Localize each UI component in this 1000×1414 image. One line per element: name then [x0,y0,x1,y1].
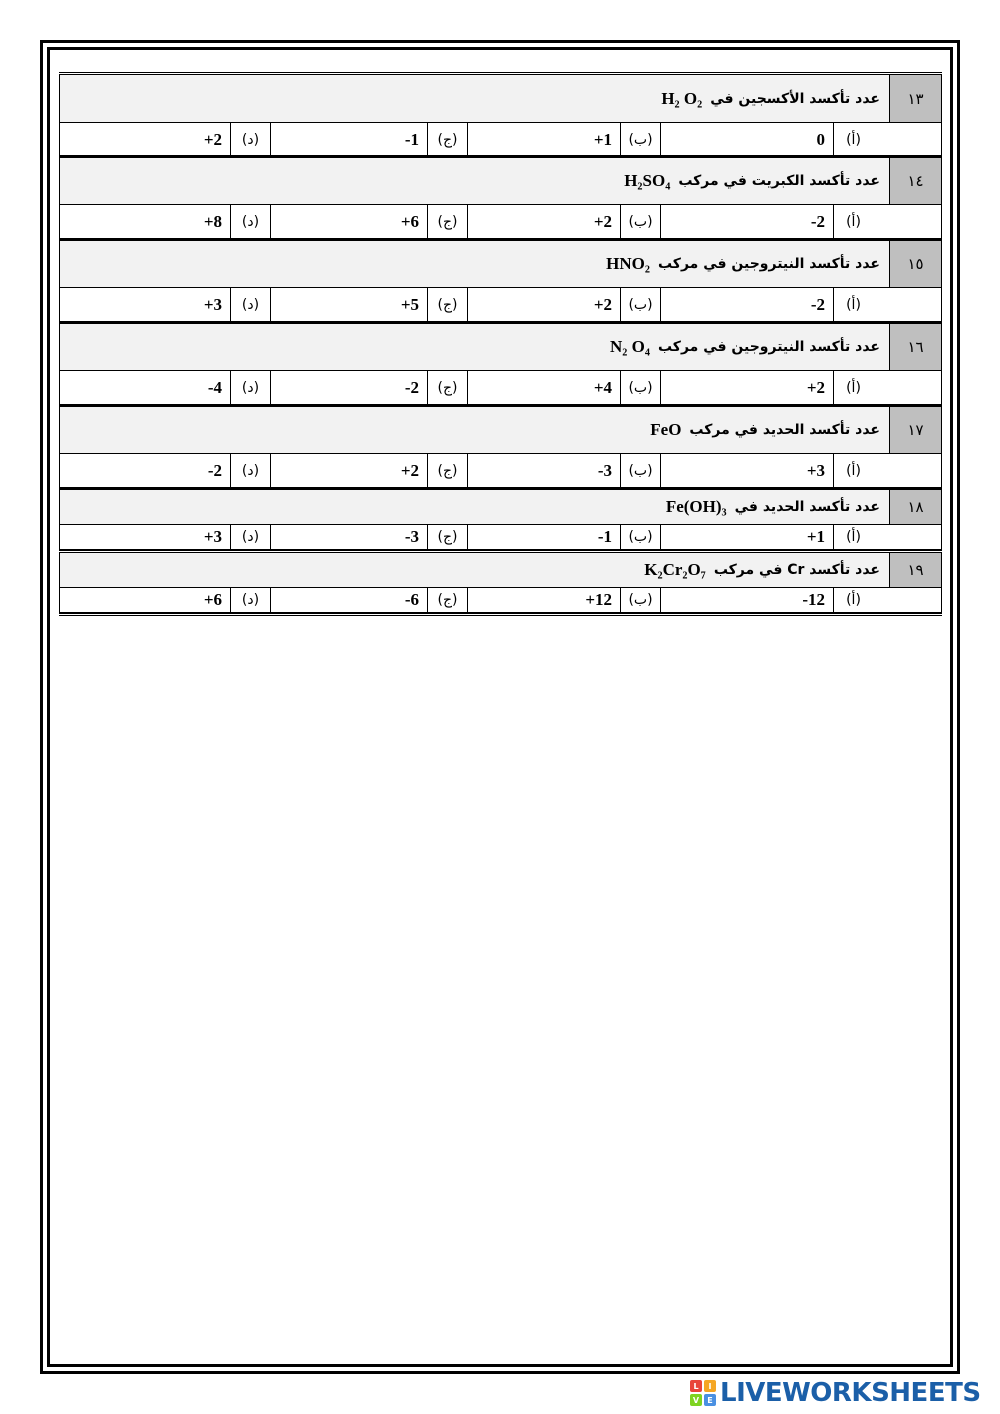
option-b-value[interactable]: +4 [467,371,620,404]
option-a-value[interactable]: +3 [660,454,833,487]
chemical-formula: Fe(OH)₃ [665,497,727,516]
question-label: عدد تأكسد النيتروجين في مركب [657,256,880,272]
option-b-label: (ب) [620,371,660,404]
question-number: ١٣ [889,75,941,122]
question-label: عدد تأكسد النيتروجين في مركب [657,339,880,355]
option-c-value[interactable]: -1 [270,123,427,156]
option-d-value[interactable]: +3 [203,527,222,546]
question-label: عدد تأكسد Cr في مركب [713,562,880,578]
option-b-label: (ب) [620,123,660,156]
question-text [60,553,889,587]
option-c-value[interactable]: -3 [270,525,427,549]
option-a-label: (أ) [833,205,873,238]
logo-squares-icon [690,1380,716,1406]
question-label: عدد تأكسد الحديد في مركب [689,422,880,438]
option-a-value[interactable]: 0 [660,123,833,156]
option-c-value[interactable]: -2 [270,371,427,404]
option-c-label: (ج) [427,525,467,549]
option-a-value[interactable]: +2 [660,371,833,404]
option-a-label: (أ) [833,371,873,404]
option-c-label: (ج) [427,588,467,612]
option-c-label: (ج) [427,454,467,487]
chemical-formula: K₂Cr₂O₇ [644,560,706,579]
question-text [60,324,889,370]
option-d-label: (د) [230,454,270,487]
option-a-label: (أ) [833,525,873,549]
answer-row [59,453,942,489]
question-block-19 [59,550,942,614]
option-b-value[interactable]: +2 [467,205,620,238]
option-b-value[interactable]: -1 [467,525,620,549]
chemical-formula: N₂ O₄ [610,337,650,356]
answer-row [59,524,942,551]
option-a-value[interactable]: -12 [660,588,833,612]
option-b-value[interactable]: -3 [467,454,620,487]
question-block-15 [59,238,942,323]
question-label: عدد تأكسد الكبريت في مركب [678,173,880,189]
option-d-value[interactable]: +8 [203,211,222,231]
question-text [60,407,889,453]
answer-spacer [873,525,925,549]
answer-spacer [873,205,925,238]
option-c-value[interactable]: +6 [270,205,427,238]
logo-square-e: E [704,1394,716,1406]
answer-row [59,370,942,406]
answer-spacer [873,288,925,321]
option-b-label: (ب) [620,454,660,487]
option-d-value[interactable]: -2 [207,460,222,480]
chemical-formula: H₂ O₂ [661,88,703,108]
logo-text: LIVEWORKSHEETS [720,1378,981,1408]
option-b-value[interactable]: +1 [467,123,620,156]
question-row [59,158,942,204]
option-d-label: (د) [230,123,270,156]
option-d-value[interactable]: +2 [203,129,222,149]
question-block-13 [59,72,942,158]
option-d-value[interactable]: -4 [207,377,222,397]
option-d-label: (د) [230,525,270,549]
answer-spacer [873,123,925,156]
answer-row [59,587,942,614]
answer-spacer [873,588,925,612]
option-b-label: (ب) [620,205,660,238]
chemical-formula: HNO₂ [606,254,650,273]
option-d-value[interactable]: +6 [203,590,222,609]
question-block-16 [59,321,942,406]
option-d-value[interactable]: +3 [203,294,222,314]
answer-row [59,122,942,158]
option-c-label: (ج) [427,288,467,321]
liveworksheets-logo [690,1376,981,1410]
option-d-label: (د) [230,205,270,238]
option-b-label: (ب) [620,588,660,612]
answer-spacer [873,454,925,487]
logo-square-l: L [690,1380,702,1392]
answer-spacer [873,371,925,404]
question-text [60,490,889,524]
option-a-label: (أ) [833,288,873,321]
option-d-label: (د) [230,371,270,404]
question-row [59,490,942,524]
option-c-label: (ج) [427,205,467,238]
question-number: ١٤ [889,158,941,204]
question-row [59,75,942,122]
question-block-18 [59,487,942,551]
answer-row [59,287,942,323]
option-d-label: (د) [230,588,270,612]
option-c-label: (ج) [427,123,467,156]
question-text [60,75,889,122]
question-number: ١٩ [889,553,941,587]
question-number: ١٨ [889,490,941,524]
question-label: عدد تأكسد الحديد في [734,499,880,515]
question-label: عدد تأكسد الأكسجين في [710,90,880,107]
question-number: ١٧ [889,407,941,453]
question-block-14 [59,155,942,240]
table-bottom-border [59,613,942,620]
option-a-value[interactable]: -2 [660,205,833,238]
option-c-value[interactable]: +5 [270,288,427,321]
option-a-label: (أ) [833,588,873,612]
option-a-label: (أ) [833,454,873,487]
option-a-value[interactable]: +1 [660,525,833,549]
option-b-label: (ب) [620,525,660,549]
option-a-value[interactable]: -2 [660,288,833,321]
question-number: ١٦ [889,324,941,370]
question-row [59,241,942,287]
logo-square-i: I [704,1380,716,1392]
option-c-value[interactable]: +2 [270,454,427,487]
question-block-17 [59,404,942,489]
answer-row [59,204,942,240]
question-row [59,553,942,587]
logo-square-v: V [690,1394,702,1406]
question-number: ١٥ [889,241,941,287]
option-a-label: (أ) [833,123,873,156]
option-b-label: (ب) [620,288,660,321]
chemical-formula: FeO [650,420,682,439]
question-text [60,158,889,204]
option-b-value[interactable]: +2 [467,288,620,321]
option-c-label: (ج) [427,371,467,404]
option-c-value[interactable]: -6 [270,588,427,612]
chemical-formula: H₂SO₄ [624,171,671,190]
option-d-label: (د) [230,288,270,321]
question-row [59,407,942,453]
option-b-value[interactable]: +12 [467,588,620,612]
question-row [59,324,942,370]
question-text [60,241,889,287]
